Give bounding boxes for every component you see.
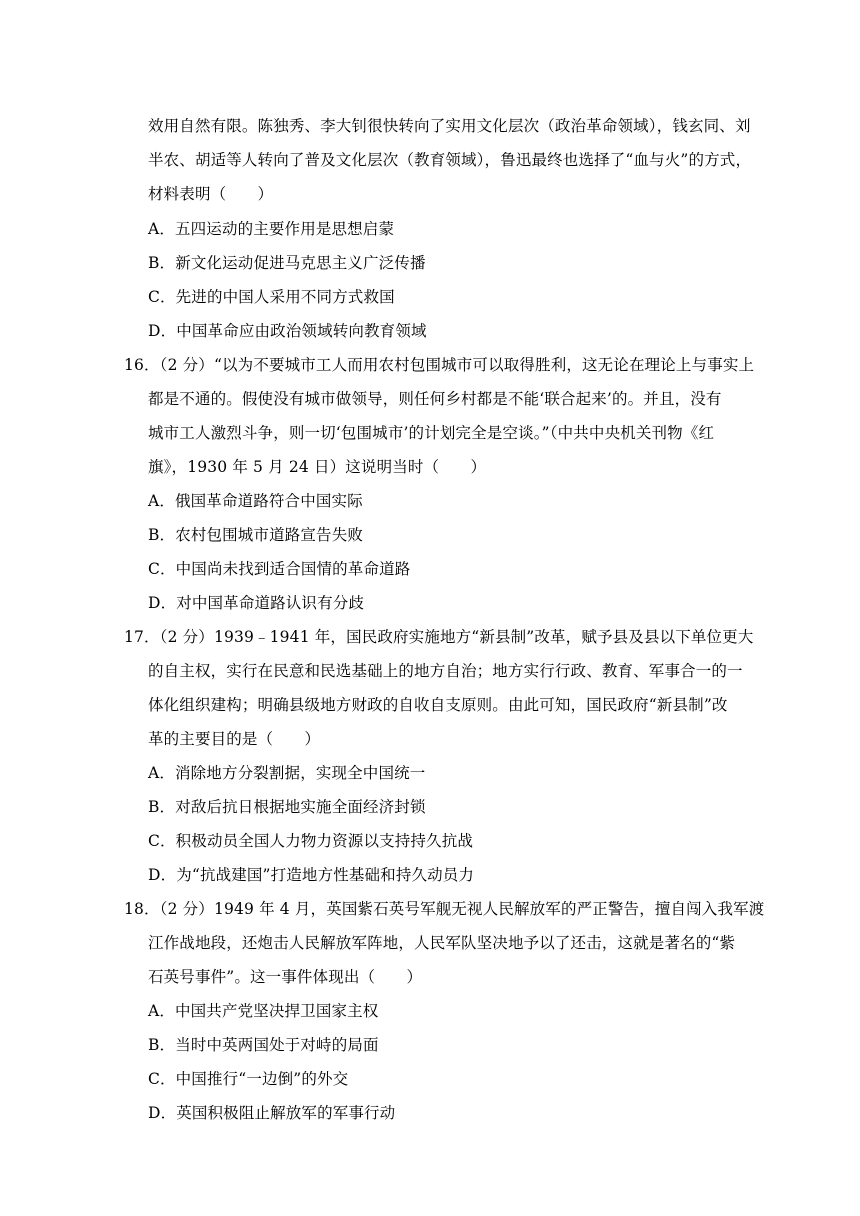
q15-stem-line-3: 材料表明（ ） xyxy=(148,185,274,203)
q18-stem-line-3: 石英号事件”。这一事件体现出（ ） xyxy=(148,968,423,986)
q16-option-b: B．农村包围城市道路宣告失败 xyxy=(148,526,363,544)
q18-option-a: A．中国共产党坚决捍卫国家主权 xyxy=(148,1002,379,1020)
q15-option-a: A．五四运动的主要作用是思想启蒙 xyxy=(148,220,395,238)
q17-stem-line-4: 革的主要目的是（ ） xyxy=(148,730,321,748)
q16-stem-line-2: 都是不通的。假使没有城市做领导，则任何乡村都是不能‘联合起来’的。并且，没有 xyxy=(148,390,722,408)
q16-stem-line-4: 旗》，1930 年 5 月 24 日）这说明当时（ ） xyxy=(148,458,487,476)
q15-option-b: B．新文化运动促进马克思主义广泛传播 xyxy=(148,254,426,272)
q18-stem-line-2: 江作战地段，还炮击人民解放军阵地，人民军队坚决地予以了还击，这就是著名的“紫 xyxy=(148,934,736,952)
q17-option-c: C．积极动员全国人力物力资源以支持持久抗战 xyxy=(148,832,474,850)
q15-option-c: C．先进的中国人采用不同方式救国 xyxy=(148,288,395,306)
q18-stem-line-1: 18．（2 分）1949 年 4 月，英国紫石英号军舰无视人民解放军的严正警告，擅自闯入我军渡 xyxy=(124,900,765,918)
q15-option-d: D．中国革命应由政治领域转向教育领域 xyxy=(148,322,427,340)
q16-stem-line-3: 城市工人激烈斗争，则一切‘包围城市’的计划完全是空谈。”（中共中央机关刊物《红 xyxy=(148,424,715,442)
q17-option-a: A．消除地方分裂割据，实现全中国统一 xyxy=(148,764,426,782)
q16-option-a: A．俄国革命道路符合中国实际 xyxy=(148,492,363,510)
q17-stem-line-2: 的自主权，实行在民意和民选基础上的地方自治；地方实行行政、教育、军事合一的一 xyxy=(148,662,743,680)
q16-option-d: D．对中国革命道路认识有分歧 xyxy=(148,594,365,612)
q18-option-c: C．中国推行“一边倒”的外交 xyxy=(148,1070,349,1088)
q16-stem-line-1: 16．（2 分）“以为不要城市工人而用农村包围城市可以取得胜利，这无论在理论上与事实上 xyxy=(124,356,755,374)
q17-stem-line-3: 体化组织建构；明确县级地方财政的自收自支原则。由此可知，国民政府“新县制”改 xyxy=(148,696,728,714)
q15-stem-line-1: 效用自然有限。陈独秀、李大钊很快转向了实用文化层次（政治革命领域），钱玄同、刘 xyxy=(148,117,751,135)
q17-option-d: D．为“抗战建国”打造地方性基础和持久动员力 xyxy=(148,866,475,884)
q17-stem-line-1: 17．（2 分）1939﹣1941 年，国民政府实施地方“新县制”改革，赋予县及县以下单位更大 xyxy=(124,628,754,646)
q18-option-b: B．当时中英两国处于对峙的局面 xyxy=(148,1036,379,1054)
q16-option-c: C．中国尚未找到适合国情的革命道路 xyxy=(148,560,411,578)
q17-option-b: B．对敌后抗日根据地实施全面经济封锁 xyxy=(148,798,426,816)
q18-option-d: D．英国积极阻止解放军的军事行动 xyxy=(148,1104,396,1122)
q15-stem-line-2: 半农、胡适等人转向了普及文化层次（教育领域），鲁迅最终也选择了“血与火”的方式， xyxy=(148,151,752,169)
